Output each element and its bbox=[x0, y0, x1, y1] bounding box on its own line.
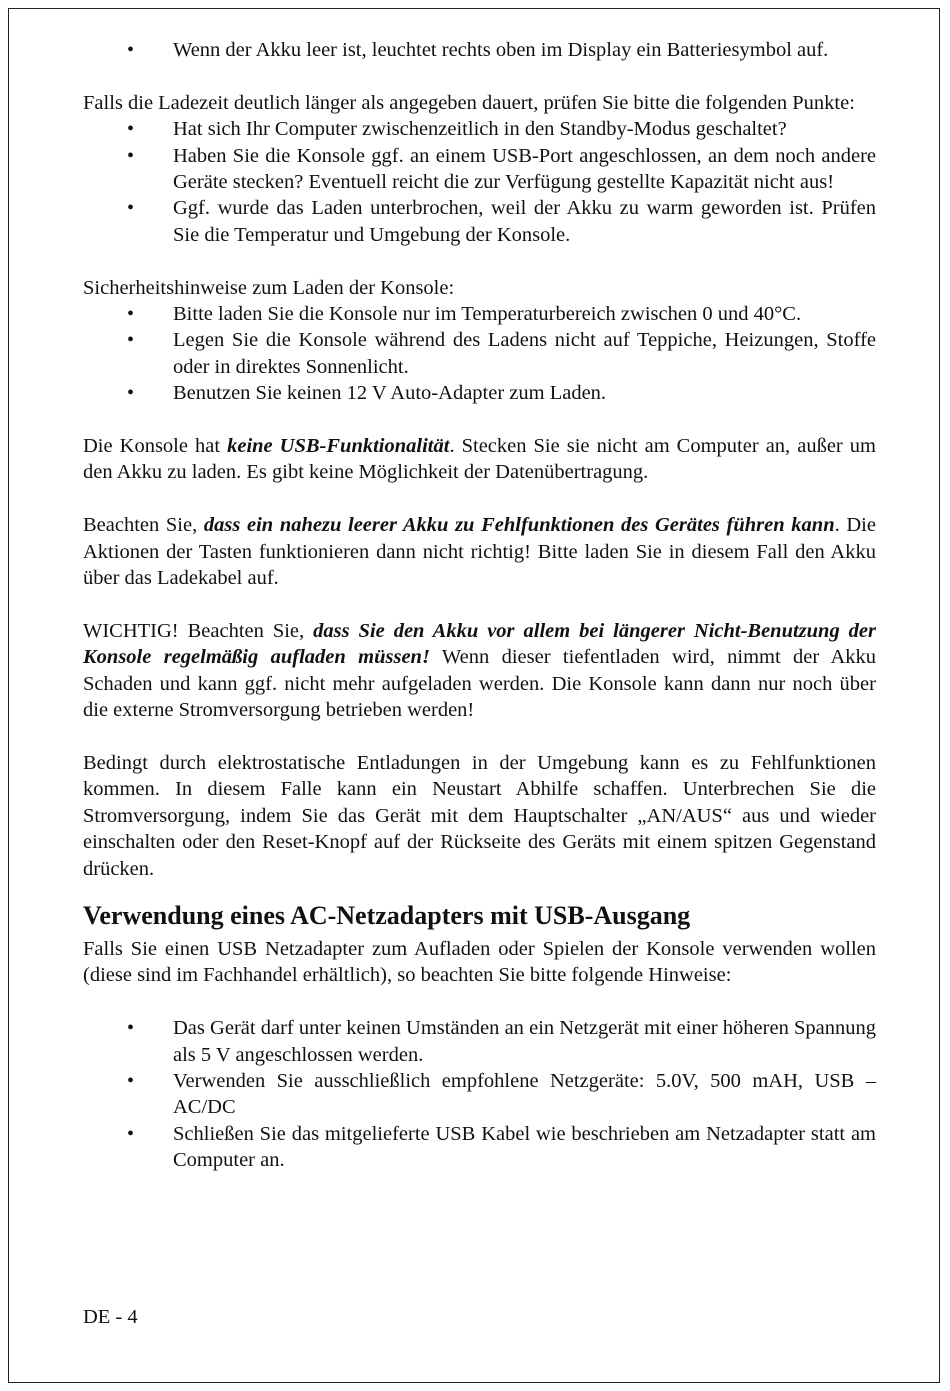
document-body bbox=[83, 37, 876, 1174]
safety-intro: Sicherheitshinweise zum Laden der Konsole: bbox=[83, 276, 455, 299]
ac-adapter-intro: Falls Sie einen USB Netzadapter zum Aufladen oder Spielen der Konsole verwenden wollen (diese sind im Fachhandel erhältlich), so beachten Sie bitte folgende Hinweise: bbox=[83, 937, 876, 987]
list-item: • Hat sich Ihr Computer zwischenzeitlich in den Standby-Modus geschaltet? bbox=[83, 116, 876, 142]
low-battery-emphasis: dass ein nahezu leerer Akku zu Fehlfunktionen des Gerätes führen kann bbox=[203, 514, 835, 537]
charging-check-intro: Falls die Ladezeit deutlich länger als angegeben dauert, prüfen Sie bitte die folgenden Punkte: bbox=[83, 91, 855, 114]
usb-note: Die Konsole hat keine USB-Funktionalität. Stecken Sie sie nicht am Computer an, außer um den Akku zu laden. Es gibt keine Möglichkeit der Datenübertragung. bbox=[83, 435, 876, 484]
low-battery-note: Beachten Sie, dass ein nahezu leerer Akku zu Fehlfunktionen des Gerätes führen kann. Die Aktionen der Tasten funktionieren dann nicht richtig! Bitte laden Sie in diesem Fall den Akku über das Ladekabel auf. bbox=[83, 514, 876, 590]
esd-note: Bedingt durch elektrostatische Entladungen in der Umgebung kann es zu Fehlfunktionen kommen. In diesem Falle kann ein Neustart Abhilfe schaffen. Unterbrechen Sie die Stromversorgung, indem Sie das Gerät mit dem Hauptschalter „AN/AUS“ aus und wieder einschalten oder den Reset-Knopf auf der Rückseite des Geräts mit einem spitzen Gegenstand drücken. bbox=[83, 751, 876, 880]
list-item: • Ggf. wurde das Laden unterbrochen, weil der Akku zu warm geworden ist. Prüfen Sie die Temperatur und Umgebung der Konsole. bbox=[83, 195, 876, 248]
list-item: • Haben Sie die Konsole ggf. an einem USB-Port angeschlossen, an dem noch andere Geräte stecken? Eventuell reicht die zur Verfügung gestellte Kapazität nicht aus! bbox=[83, 143, 876, 196]
section-heading: Verwendung eines AC-Netzadapters mit USB-Ausgang bbox=[83, 900, 691, 930]
important-note: WICHTIG! Beachten Sie, dass Sie den Akku vor allem bei längerer Nicht-Benutzung der Konsole regelmäßig aufladen müssen! Wenn dieser tiefentladen wird, nimmt der Akku Schaden und kann ggf. nicht mehr aufgeladen werden. Die Konsole kann dann nur noch über die externe Stromversorgung betrieben werden! bbox=[83, 619, 877, 722]
usb-note-emphasis: keine USB-Funktionalität bbox=[227, 435, 450, 458]
list-item: • Bitte laden Sie die Konsole nur im Temperaturbereich zwischen 0 und 40°C. bbox=[83, 301, 876, 327]
list-item: • Legen Sie die Konsole während des Ladens nicht auf Teppiche, Heizungen, Stoffe oder in direktes Sonnenlicht. bbox=[83, 327, 876, 380]
list-item: • Benutzen Sie keinen 12 V Auto-Adapter zum Laden. bbox=[83, 380, 876, 406]
page-number: DE - 4 bbox=[83, 1306, 138, 1328]
list-item: • Wenn der Akku leer ist, leuchtet rechts oben im Display ein Batteriesymbol auf. bbox=[83, 37, 876, 63]
bullet-list-top bbox=[83, 37, 876, 63]
list-item: • Verwenden Sie ausschließlich empfohlene Netzgeräte: 5.0V, 500 mAH, USB – AC/DC bbox=[83, 1068, 876, 1121]
safety-list bbox=[83, 301, 876, 407]
important-emphasis: dass Sie den Akku vor allem bei längerer Nicht-Benutzung der Konsole regelmäßig aufladen müssen! bbox=[83, 619, 877, 669]
ac-adapter-list bbox=[83, 1015, 876, 1173]
charging-check-list bbox=[83, 116, 876, 248]
list-item: • Schließen Sie das mitgelieferte USB Kabel wie beschrieben am Netzadapter statt am Computer an. bbox=[83, 1121, 876, 1174]
list-item: • Das Gerät darf unter keinen Umständen an ein Netzgerät mit einer höheren Spannung als 5 V angeschlossen werden. bbox=[83, 1015, 876, 1068]
